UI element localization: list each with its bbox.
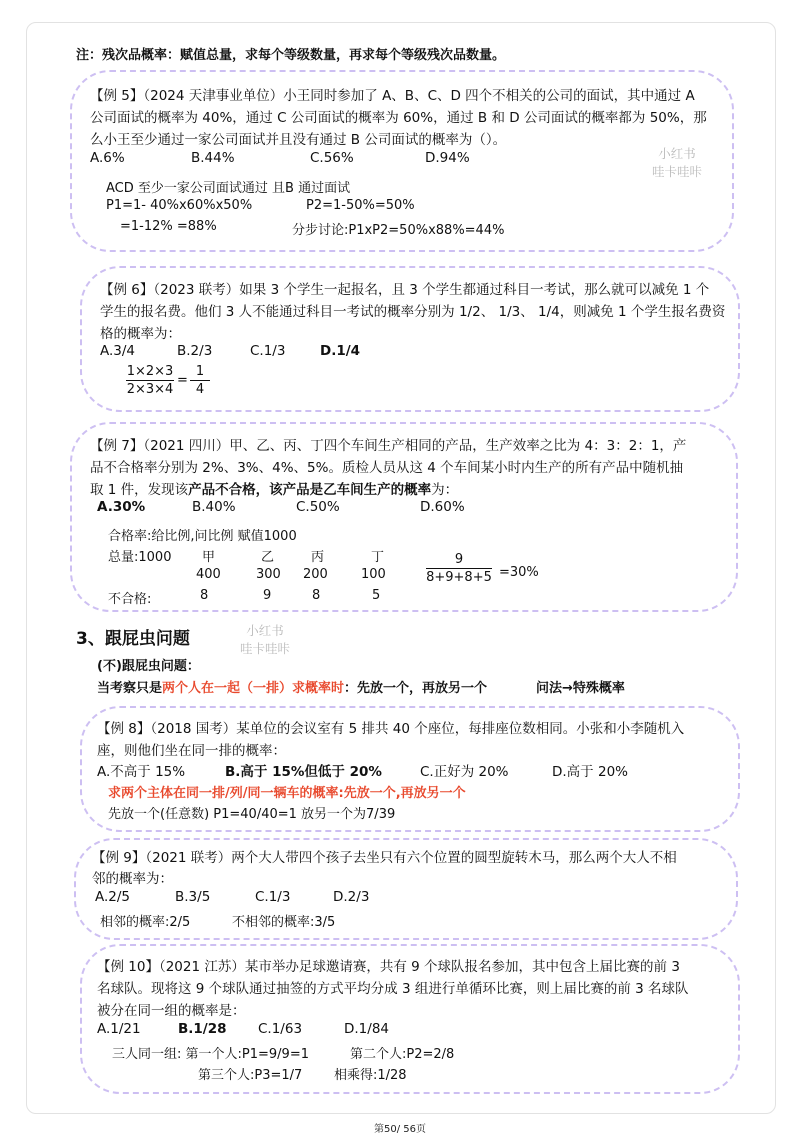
ex7-amount-yi: 300 <box>256 567 281 582</box>
ex5-work-p1: P1=1- 40%x60%x50% <box>106 198 253 213</box>
ex7-bad-label: 不合格: <box>108 592 152 607</box>
ex7-option-c: C.50% <box>296 499 340 515</box>
ex7-amount-bing: 200 <box>303 567 328 582</box>
ex9-option-d: D.2/3 <box>333 889 370 905</box>
ex7-amount-jia: 400 <box>196 567 221 582</box>
ex6-option-d: D.1/4 <box>320 343 361 359</box>
section-3-subtitle: (不)跟屁虫问题： <box>97 659 200 674</box>
ex7-q3-part3: 为： <box>431 482 459 498</box>
ex8-question-line2: 座，则他们坐在同一排的概率： <box>97 743 286 759</box>
ex10-work-third: 第三个人:P3=1/7 <box>198 1068 303 1083</box>
ex10-question-line1: 【例 10】（2021 江苏）某市举办足球邀请赛，共有 9 个球队报名参加，其中包含上届比赛的前 3 <box>97 959 680 975</box>
ex7-fraction-denominator: 8+9+8+5 <box>426 570 492 585</box>
ex7-question-line3 <box>90 478 458 498</box>
ex10-work-product: 相乘得:1/28 <box>334 1068 407 1083</box>
rule-highlight: 两个人在一起（一排）求概率时 <box>162 681 345 696</box>
ex7-q3-part1: 取 1 件，发现该 <box>90 482 189 498</box>
ex7-question-line2: 品不合格率分别为 2%、3%、4%、5%。质检人员从这 4 个车间某小时内生产的所有产品中随机抽 <box>90 460 684 476</box>
ex5-option-a: A.6% <box>90 150 125 166</box>
ex9-work-adjacent: 相邻的概率:2/5 <box>100 915 191 930</box>
ex9-work-nonadjacent: 不相邻的概率:3/5 <box>232 915 336 930</box>
ex5-work-line1: ACD 至少一家公司面试通过 且B 通过面试 <box>106 181 351 196</box>
ex6-equals: = <box>177 373 188 388</box>
fraction-bar <box>190 380 210 381</box>
ex10-question-line3: 被分在同一组的概率是： <box>97 1003 246 1019</box>
ex7-bad-bing: 8 <box>312 588 321 603</box>
ex10-option-a: A.1/21 <box>97 1021 141 1037</box>
ex8-red-note: 求两个主体在同一排/列/同一辆车的概率:先放一个,再放另一个 <box>108 786 466 801</box>
ex7-question-line1: 【例 7】（2021 四川）甲、乙、丙、丁四个车间生产相同的产品，生产效率之比为 4：3：2：1，产 <box>90 438 687 454</box>
ex8-option-a: A.不高于 15% <box>97 764 186 780</box>
ex6-fraction-2-numerator: 1 <box>195 364 205 379</box>
ex9-option-a: A.2/5 <box>95 889 131 905</box>
ex5-work-answer: 分步讨论:P1xP2=50%x88%=44% <box>292 223 505 238</box>
ex6-option-c: C.1/3 <box>250 343 286 359</box>
ex7-fraction <box>426 552 492 585</box>
ex5-question-line2: 公司面试的概率为 40%，通过 C 公司面试的概率为 60%，通过 B 和 D 公司面试的概率都为 50%，那 <box>90 110 707 126</box>
ex9-question-line2: 邻的概率为： <box>92 871 173 887</box>
ex8-option-d: D.高于 20% <box>552 764 628 780</box>
ex5-option-d: D.94% <box>425 150 470 166</box>
ex10-work-first: 三人同一组: 第一个人:P1=9/9=1 <box>112 1047 309 1062</box>
ex7-result: =30% <box>499 565 539 580</box>
ex8-option-b: B.高于 15%但低于 20% <box>225 764 382 780</box>
ex7-option-d: D.60% <box>420 499 465 515</box>
ex6-question-line1: 【例 6】（2023 联考）如果 3 个学生一起报名，且 3 个学生都通过科目一考试，那么就可以减免 1 个 <box>100 282 710 298</box>
ex10-option-c: C.1/63 <box>258 1021 303 1037</box>
rule-part1: 当考察只是 <box>97 681 163 696</box>
watermark-2-line1: 小红书 <box>246 623 284 638</box>
ex6-option-a: A.3/4 <box>100 343 136 359</box>
ex6-fraction-2-denominator: 4 <box>195 382 205 397</box>
ex6-fraction-2 <box>190 364 210 397</box>
ex5-work-p1-result: =1-12% =88% <box>120 219 217 234</box>
watermark <box>652 145 702 181</box>
ex7-bad-ding: 5 <box>372 588 381 603</box>
ex6-question-line3: 格的概率为： <box>100 326 181 342</box>
ex7-total-label: 总量:1000 <box>108 550 172 565</box>
section-3-title: 3、跟屁虫问题 <box>76 629 190 649</box>
note-line: 注：残次品概率：赋值总量，求每个等级数量，再求每个等级残次品数量。 <box>76 48 506 63</box>
ex6-fraction-1-numerator: 1×2×3 <box>126 364 174 379</box>
watermark-2-line2: 哇卡哇咔 <box>240 641 291 656</box>
rule-part3: ：先放一个，再放另一个 <box>344 681 488 696</box>
watermark-line2: 哇卡哇咔 <box>652 164 703 179</box>
ex7-option-b: B.40% <box>192 499 236 515</box>
ex5-question-line1: 【例 5】（2024 天津事业单位）小王同时参加了 A、B、C、D 四个不相关的公司的面试，其中通过 A <box>90 88 695 104</box>
ex5-option-c: C.56% <box>310 150 354 166</box>
ex5-work-p2: P2=1-50%=50% <box>306 198 415 213</box>
ex7-amount-ding: 100 <box>361 567 386 582</box>
ex6-fraction-1 <box>126 364 174 397</box>
ex7-workshop-yi: 乙 <box>261 550 275 565</box>
ex7-fraction-numerator: 9 <box>454 552 464 567</box>
ex9-option-b: B.3/5 <box>175 889 211 905</box>
section-3-rule <box>97 677 487 696</box>
fraction-bar <box>426 568 492 569</box>
ex10-work-second: 第二个人:P2=2/8 <box>350 1047 455 1062</box>
ex7-workshop-bing: 丙 <box>311 550 325 565</box>
ex10-option-b: B.1/28 <box>178 1021 227 1037</box>
ex5-question-line3: 么小王至少通过一家公司面试并且没有通过 B 公司面试的概率为（）。 <box>90 132 507 148</box>
fraction-bar <box>126 380 174 381</box>
ex8-question-line1: 【例 8】（2018 国考）某单位的会议室有 5 排共 40 个座位，每排座位数相同。小张和小李随机入 <box>97 721 685 737</box>
ex6-option-b: B.2/3 <box>177 343 213 359</box>
ex7-bad-jia: 8 <box>200 588 209 603</box>
ex10-question-line2: 名球队。现将这 9 个球队通过抽签的方式平均分成 3 组进行单循环比赛，则上届比赛的前 3 名球队 <box>97 981 689 997</box>
ex8-work: 先放一个(任意数) P1=40/40=1 放另一个为7/39 <box>108 807 396 822</box>
ex5-option-b: B.44% <box>191 150 235 166</box>
ex7-bad-yi: 9 <box>263 588 272 603</box>
ex7-option-a: A.30% <box>97 499 146 515</box>
ex7-workshop-jia: 甲 <box>202 550 216 565</box>
ex6-fraction-1-denominator: 2×3×4 <box>126 382 174 397</box>
ex8-option-c: C.正好为 20% <box>420 764 509 780</box>
ex10-option-d: D.1/84 <box>344 1021 390 1037</box>
ex7-work-line1: 合格率:给比例,问比例 赋值1000 <box>108 529 297 544</box>
ex7-workshop-ding: 丁 <box>371 550 385 565</box>
section-3-rule-method: 问法→特殊概率 <box>536 681 625 696</box>
page-number: 第50/ 56页 <box>374 1124 426 1135</box>
watermark-line1: 小红书 <box>658 146 696 161</box>
ex6-question-line2: 学生的报名费。他们 3 人不能通过科目一考试的概率分别为 1/2、 1/3、 1/4，则减免 1 个学生报名费资 <box>100 304 726 320</box>
watermark-2 <box>240 622 290 658</box>
ex7-q3-bold: 产品不合格，该产品是乙车间生产的概率 <box>188 482 432 498</box>
ex9-question-line1: 【例 9】（2021 联考）两个大人带四个孩子去坐只有六个位置的圆型旋转木马，那么两个大人不相 <box>92 850 677 866</box>
ex9-option-c: C.1/3 <box>255 889 291 905</box>
